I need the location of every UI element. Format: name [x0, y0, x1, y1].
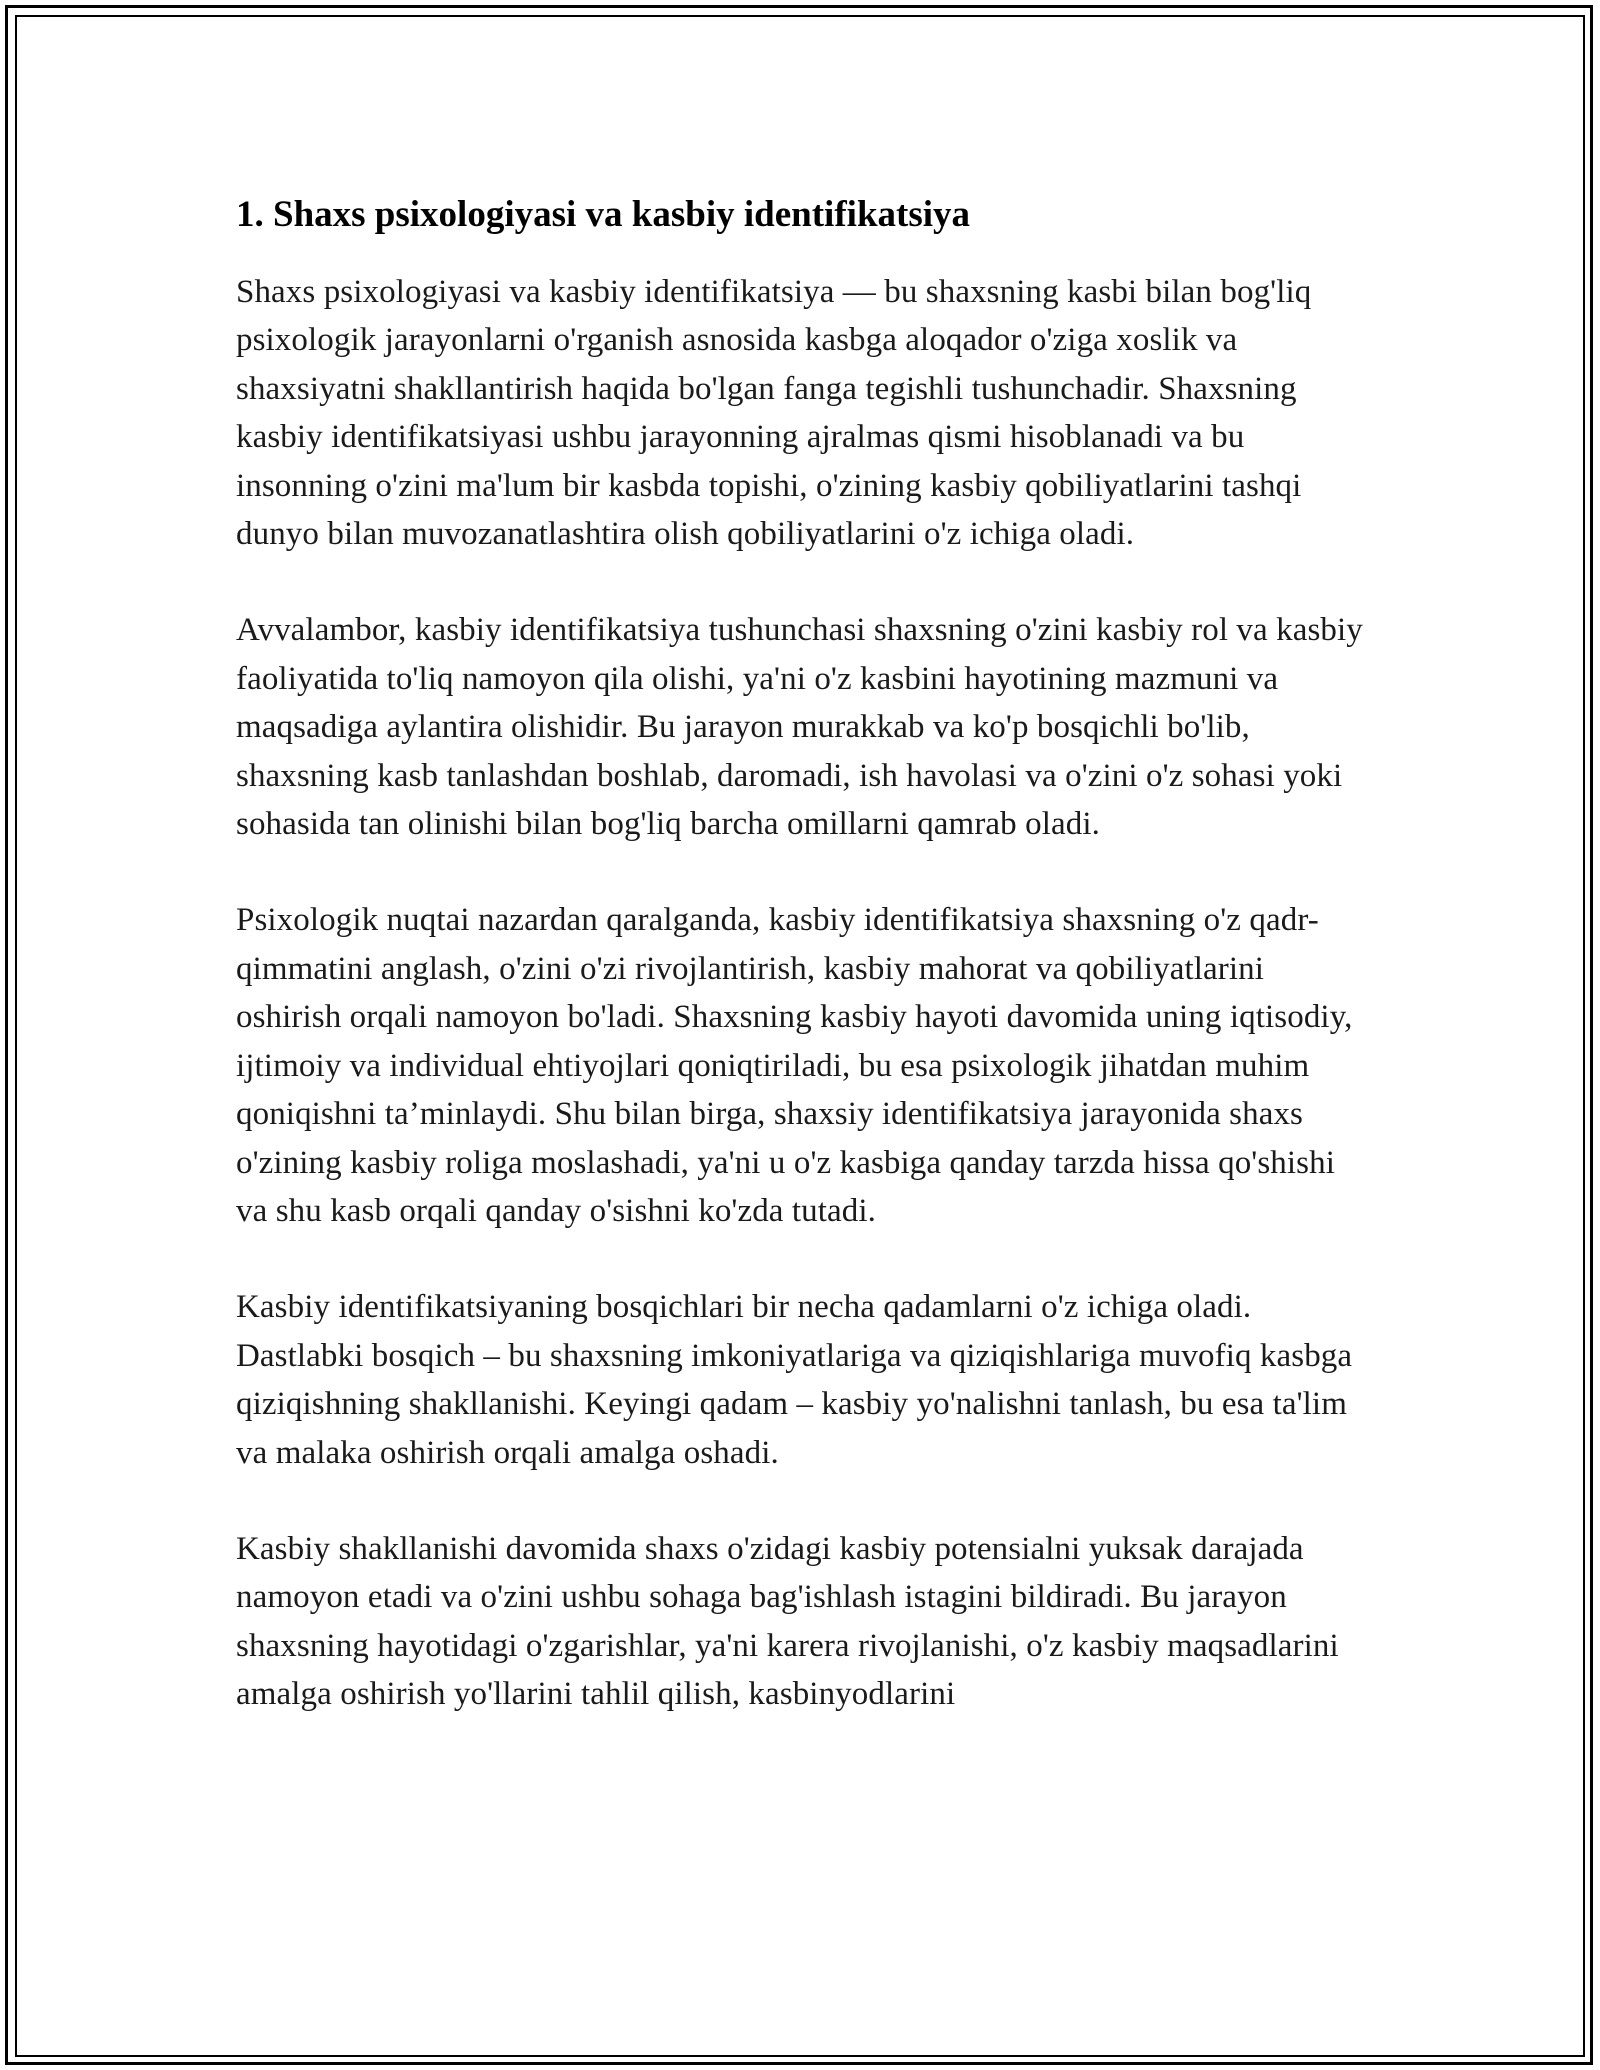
document-page: [236, 190, 1364, 1767]
paragraph-1: Shaxs psixologiyasi va kasbiy identifikatsiya — bu shaxsning kasbi bilan bog'liq psixologik jarayonlarni o'rganish asnosida kasbga aloqador o'ziga xoslik va shaxsiyatni shakllantirish haqida bo'lgan fanga tegishli tushunchadir. Shaxsning kasbiy identifikatsiyasi ushbu jarayonning ajralmas qismi hisoblanadi va bu insonning o'zini ma'lum bir kasbda topishi, o'zining kasbiy qobiliyatlarini tashqi dunyo bilan muvozanatlashtira olish qobiliyatlarini o'z ichiga oladi.: [236, 274, 1312, 553]
paragraph-3: Psixologik nuqtai nazardan qaralganda, kasbiy identifikatsiya shaxsning o'z qadr-qimmatini anglash, o'zini o'zi rivojlantirish, kasbiy mahorat va qobiliyatlarini oshirish orqali namoyon bo'ladi. Shaxsning kasbiy hayoti davomida uning iqtisodiy, ijtimoiy va individual ehtiyojlari qoniqtiriladi, bu esa psixologik jihatdan muhim qoniqishni ta’minlaydi. Shu bilan birga, shaxsiy identifikatsiya jarayonida shaxs o'zining kasbiy roliga moslashadi, ya'ni u o'z kasbiga qanday tarzda hissa qo'shishi va shu kasb orqali qanday o'sishni ko'zda tutadi.: [236, 902, 1353, 1229]
paragraph-5: Kasbiy shakllanishi davomida shaxs o'zidagi kasbiy potensialni yuksak darajada namoyon etadi va o'zini ushbu sohaga bag'ishlash istagini bildiradi. Bu jarayon shaxsning hayotidagi o'zgarishlar, ya'ni karera rivojlanishi, o'z kasbiy maqsadlarini amalga oshirish yo'llarini tahlil qilish, kasbinyodlarini: [236, 1530, 1339, 1713]
paragraph-4: Kasbiy identifikatsiyaning bosqichlari bir necha qadamlarni o'z ichiga oladi. Dastlabki bosqich – bu shaxsning imkoniyatlariga va qiziqishlariga muvofiq kasbga qiziqishning shakllanishi. Keyingi qadam – kasbiy yo'nalishni tanlash, bu esa ta'lim va malaka oshirish orqali amalga oshadi.: [236, 1289, 1353, 1471]
section-heading: 1. Shaxs psixologiyasi va kasbiy identifikatsiya: [236, 194, 971, 235]
paragraph-2: Avvalambor, kasbiy identifikatsiya tushunchasi shaxsning o'zini kasbiy rol va kasbiy faoliyatida to'liq namoyon qila olishi, ya'ni o'z kasbini hayotining mazmuni va maqsadiga aylantira olishidir. Bu jarayon murakkab va ko'p bosqichli bo'lib, shaxsning kasb tanlashdan boshlab, daromadi, ish havolasi va o'zini o'z sohasi yoki sohasida tan olinishi bilan bog'liq barcha omillarni qamrab oladi.: [236, 612, 1363, 843]
